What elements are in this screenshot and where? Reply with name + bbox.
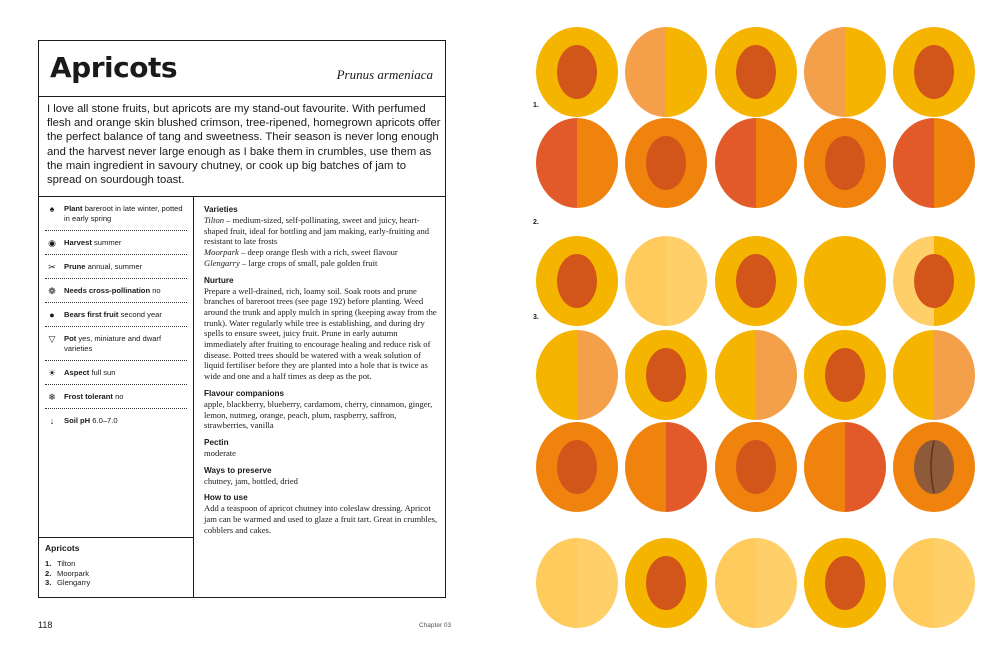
apricot-half-right — [756, 538, 797, 628]
apricot-stone — [557, 254, 597, 308]
apricot-half-left — [804, 27, 845, 117]
apricot-illustration — [625, 236, 707, 326]
varieties-box-list — [45, 559, 187, 588]
harvest-icon: ◉ — [48, 238, 56, 248]
apricot-stone — [736, 254, 776, 308]
apricot-half-left — [625, 422, 666, 512]
apricot-half-left — [536, 330, 577, 420]
right-page-illustration — [500, 0, 1000, 653]
apricot-illustration — [893, 538, 975, 628]
fact-item — [45, 409, 187, 432]
apricot-half-right — [577, 538, 618, 628]
varieties-box — [39, 537, 194, 598]
fact-text: Frost tolerant no — [64, 392, 124, 401]
fact-item — [45, 231, 187, 255]
apricot-half-left — [536, 538, 577, 628]
apricot-illustration — [625, 422, 707, 512]
apricot-illustration — [804, 118, 886, 208]
apricot-illustration — [893, 236, 975, 326]
apricot-illustration — [715, 422, 797, 512]
apricot-half-left — [536, 118, 577, 208]
fact-item — [45, 303, 187, 327]
apricot-half-left — [625, 27, 666, 117]
apricot-stone — [646, 348, 686, 402]
apricot-illustration — [804, 236, 886, 326]
apricot-half-right — [934, 538, 975, 628]
latin-name: Prunus armeniaca — [336, 67, 433, 82]
fact-text: Bears first fruit second year — [64, 310, 162, 319]
fact-text: Soil pH 6.0–7.0 — [64, 416, 118, 425]
chapter-label: Chapter 03 — [419, 622, 452, 629]
section-heading-preserve: Ways to preserve — [204, 465, 272, 475]
bee-icon: ❁ — [48, 286, 56, 296]
apricot-half-left — [715, 330, 756, 420]
apricot-half-right — [577, 330, 618, 420]
apricot-illustration — [893, 27, 975, 117]
apricot-half-right — [666, 27, 707, 117]
title-box — [39, 41, 445, 97]
page-title: Apricots — [50, 51, 178, 84]
apricot-illustration — [715, 330, 797, 420]
section-text-pectin: moderate — [204, 447, 236, 458]
apricot-stone — [825, 136, 865, 190]
apricot-illustration — [804, 422, 886, 512]
apricot-illustration — [804, 27, 886, 117]
content-frame — [38, 40, 446, 598]
fact-text: Prune annual, summer — [64, 262, 143, 271]
apricot-illustration — [536, 538, 618, 628]
row-label-2: 2. — [533, 219, 539, 226]
fact-text: Aspect full sun — [64, 368, 116, 377]
sun-icon: ☀ — [47, 368, 57, 378]
pot-icon: ▽ — [48, 334, 56, 344]
apricot-stone — [825, 556, 865, 610]
fact-item — [45, 197, 187, 231]
apricot-half-right — [845, 422, 886, 512]
apricot-half-left — [715, 118, 756, 208]
fact-text: Pot yes, miniature and dwarf varieties — [64, 334, 162, 353]
apricot-stone — [914, 440, 954, 494]
apricot-stone — [914, 254, 954, 308]
apricot-half-right — [756, 118, 797, 208]
apricot-illustration — [625, 118, 707, 208]
apricot-half-right — [845, 27, 886, 117]
seedling-icon: ♠ — [49, 204, 55, 214]
apricot-illustration — [715, 27, 797, 117]
apricot-illustration — [715, 538, 797, 628]
apricot-half-right — [934, 118, 975, 208]
section-heading-nurture: Nurture — [204, 275, 234, 285]
fact-item — [45, 255, 187, 279]
apricot-illustration — [715, 118, 797, 208]
apricot-illustration — [893, 330, 975, 420]
shears-icon: ✂ — [48, 262, 56, 272]
fruit-icon: ● — [49, 310, 55, 320]
apricot-half-left — [893, 330, 934, 420]
apricot-illustration — [804, 538, 886, 628]
apricot-stone — [646, 556, 686, 610]
list-item: 2. Moorpark — [45, 568, 90, 578]
apricot-illustration — [715, 236, 797, 326]
apricot-illustration — [625, 330, 707, 420]
apricot-illustration — [536, 27, 618, 117]
apricot-half-left — [804, 236, 845, 326]
apricot-illustration — [536, 330, 618, 420]
snowflake-icon: ❄ — [48, 392, 56, 402]
apricot-half-left — [804, 422, 845, 512]
apricot-half-left — [715, 538, 756, 628]
apricot-illustration — [893, 118, 975, 208]
apricot-stone — [557, 440, 597, 494]
apricot-stone — [914, 45, 954, 99]
fact-item — [45, 385, 187, 409]
soil-icon: ↓ — [49, 416, 55, 426]
apricot-half-right — [934, 330, 975, 420]
apricot-illustration — [536, 422, 618, 512]
section-heading-varieties: Varieties — [204, 205, 238, 214]
fact-item — [45, 279, 187, 303]
details-column — [204, 205, 440, 542]
list-item: 1. Tilton — [45, 559, 76, 568]
section-text-nurture: Prepare a well-drained, rich, loamy soil. Soak roots and prune branches of bareroot trees (see page 192) before planting. Weed around the trunk and apply mulch in spring (keeping away from the trunk). Water regularly while tree is establishing, and during dry spells to ensure sweet, juicy fruit. Prune in early autumn immediately after fruiting to encourage healing and reduce risk of disease. Potted trees should be watered with a weak solution of liquid fertiliser before they are planted into a hole that is twice as wide and one and a half times as deep as the pot. — [204, 285, 437, 382]
apricot-half-left — [893, 118, 934, 208]
page-number: 118 — [38, 620, 53, 630]
apricot-illustration — [893, 422, 975, 512]
fact-text: Needs cross-pollination no — [64, 286, 161, 295]
apricot-half-right — [666, 236, 707, 326]
section-heading-howto: How to use — [204, 493, 248, 503]
apricot-half-right — [577, 118, 618, 208]
apricot-stone — [825, 348, 865, 402]
fact-item — [45, 361, 187, 385]
row-label-1: 1. — [533, 102, 539, 109]
apricot-illustration — [536, 118, 618, 208]
apricot-half-right — [666, 422, 707, 512]
apricot-half-right — [756, 330, 797, 420]
facts-list — [39, 197, 194, 537]
section-text-preserve: chutney, jam, bottled, dried — [204, 475, 298, 486]
fact-item — [45, 327, 187, 361]
apricot-illustration — [625, 27, 707, 117]
section-text-flavour: apple, blackberry, blueberry, cardamom, cherry, cinnamon, ginger, lemon, nutmeg, orange, peach, plum, raspberry, saffron, strawberries, vanilla — [204, 398, 433, 431]
apricot-half-left — [625, 236, 666, 326]
apricot-grid — [500, 0, 1000, 653]
section-text-varieties: Tilton – medium-sized, self-pollinating, sweet and juicy, heart-shaped fruit, ideal for bottling and jam making, early-fruiting and resistant to late frosts Moorpark – deep orange flesh with a rich, sweet flavour Glengarry – large crops of small, pale golden fruit — [204, 215, 430, 268]
apricot-illustration — [536, 236, 618, 326]
apricot-stone — [646, 136, 686, 190]
section-heading-flavour: Flavour companions — [204, 388, 285, 398]
fact-text: Plant bareroot in late winter, potted in early spring — [64, 204, 183, 223]
apricot-stone — [736, 45, 776, 99]
apricot-stone — [557, 45, 597, 99]
apricot-half-right — [845, 236, 886, 326]
apricot-illustration — [804, 330, 886, 420]
list-item: 3. Glengarry — [45, 578, 91, 588]
section-heading-pectin: Pectin — [204, 437, 229, 447]
row-label-3: 3. — [533, 314, 539, 321]
apricot-half-left — [893, 538, 934, 628]
apricot-stone — [736, 440, 776, 494]
fact-text: Harvest summer — [64, 238, 122, 247]
apricot-illustration — [625, 538, 707, 628]
varieties-box-title: Apricots — [45, 543, 80, 553]
section-text-howto: Add a teaspoon of apricot chutney into coleslaw dressing. Apricot jam can be warmed and used to glaze a fruit tart. Great in crumbles, cobblers and cakes. — [204, 503, 438, 535]
intro-paragraph: I love all stone fruits, but apricots are my stand-out favourite. With perfumed flesh and orange skin blushed crimson, tree-ripened, homegrown apricots offer the perfect balance of tang and sweetness. Their season is never long enough and the harvest never large enough as I bake them in crumbles, use them as the main ingredient in savoury chutney, or cook up big batches of jam to spread on sourdough toast. — [47, 103, 441, 187]
